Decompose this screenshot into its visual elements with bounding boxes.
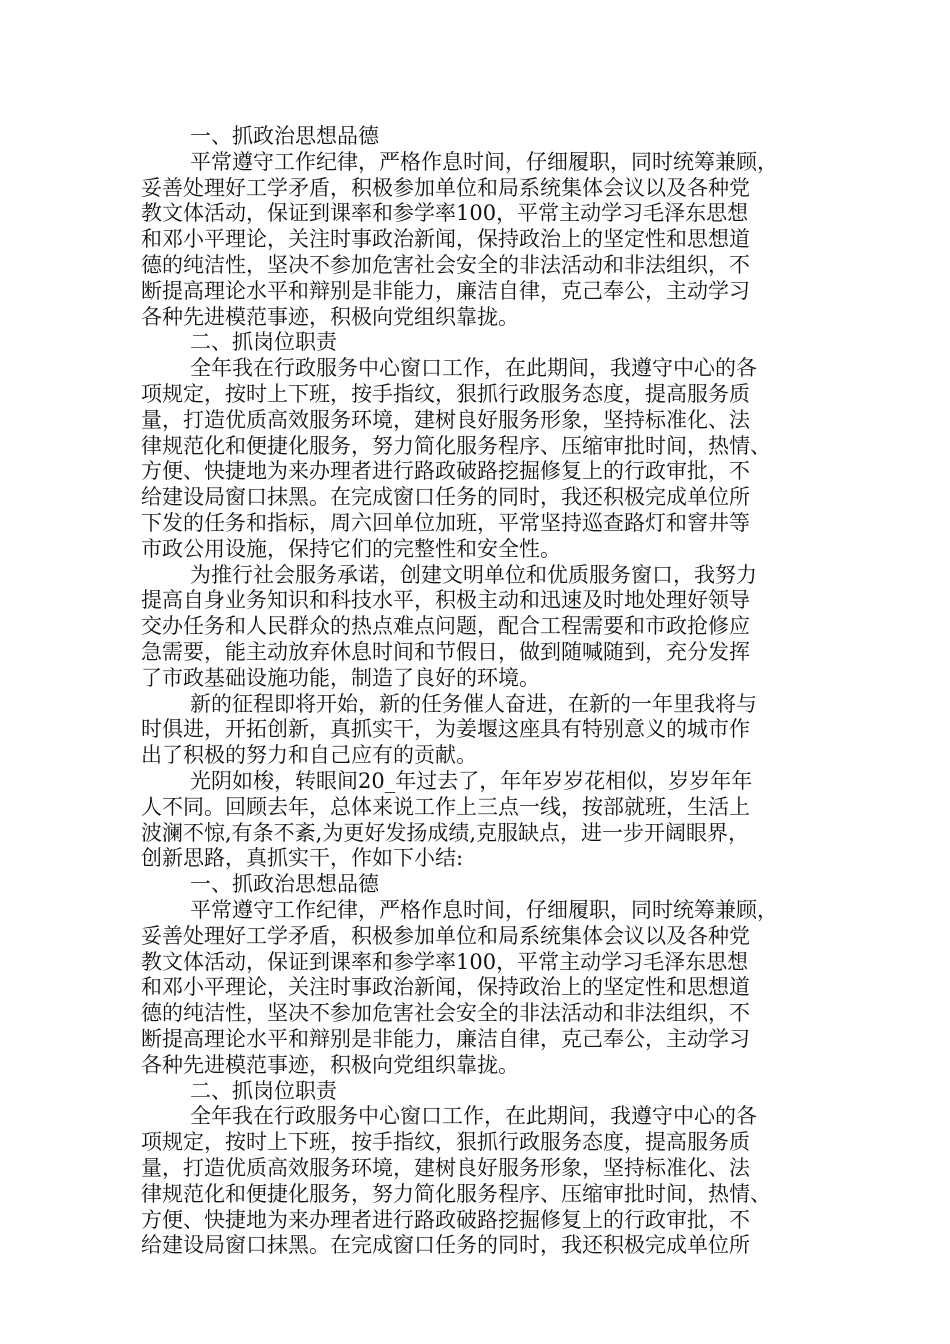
text-line: 人不同。回顾去年，总体来说工作上三点一线，按部就班，生活上: [141, 795, 750, 819]
text-line: 各种先进模范事迹，积极向党组织靠拢。: [141, 305, 519, 329]
text-line: 断提高理论水平和辩别是非能力，廉洁自律，克己奉公，主动学习: [141, 1027, 750, 1051]
text-line: 妥善处理好工学矛盾，积极参加单位和局系统集体会议以及各种党: [141, 176, 750, 200]
text-line: 各种先进模范事迹，积极向党组织靠拢。: [141, 1053, 519, 1077]
text-line: 时俱进，开拓创新，真抓实干，为姜堰这座具有特别意义的城市作: [141, 717, 750, 741]
text-line: 律规范化和便捷化服务，努力简化服务程序、压缩审批时间，热情、: [141, 434, 771, 458]
text-line: 了市政基础设施功能，制造了良好的环境。: [141, 666, 540, 690]
text-line: 和邓小平理论，关注时事政治新闻，保持政治上的坚定性和思想道: [141, 975, 750, 999]
text-line: 方便、快捷地为来办理者进行路政破路挖掘修复上的行政审批，不: [141, 1208, 750, 1232]
text-line: 创新思路，真抓实干，作如下小结:: [141, 846, 464, 870]
text-line: 提高自身业务知识和科技水平，积极主动和迅速及时地处理好领导: [141, 588, 750, 612]
text-line: 光阴如梭，转眼间20_年过去了，年年岁岁花相似，岁岁年年: [190, 769, 753, 793]
text-line: 平常遵守工作纪律，严格作息时间，仔细履职，同时统筹兼顾，: [190, 150, 778, 174]
text-line: 和邓小平理论，关注时事政治新闻，保持政治上的坚定性和思想道: [141, 227, 750, 251]
text-line: 二、抓岗位职责: [190, 330, 337, 354]
text-line: 量，打造优质高效服务环境，建树良好服务形象，坚持标准化、法: [141, 1156, 750, 1180]
text-line: 为推行社会服务承诺，创建文明单位和优质服务窗口，我努力: [190, 563, 757, 587]
text-line: 德的纯洁性，坚决不参加危害社会安全的非法活动和非法组织，不: [141, 1001, 750, 1025]
text-line: 给建设局窗口抹黑。在完成窗口任务的同时，我还积极完成单位所: [141, 485, 750, 509]
text-line: 给建设局窗口抹黑。在完成窗口任务的同时，我还积极完成单位所: [141, 1233, 750, 1257]
text-line: 出了积极的努力和自己应有的贡献。: [141, 743, 477, 767]
text-line: 量，打造优质高效服务环境，建树良好服务形象，坚持标准化、法: [141, 408, 750, 432]
text-line: 新的征程即将开始，新的任务催人奋进，在新的一年里我将与: [190, 692, 757, 716]
text-line: 教文体活动，保证到课率和参学率100，平常主动学习毛泽东思想: [141, 201, 749, 225]
text-line: 一、抓政治思想品德: [190, 124, 379, 148]
text-line: 下发的任务和指标，周六回单位加班，平常坚持巡查路灯和窨井等: [141, 511, 750, 535]
text-line: 二、抓岗位职责: [190, 1079, 337, 1103]
text-line: 急需要，能主动放弃休息时间和节假日，做到随喊随到，充分发挥: [141, 640, 750, 664]
text-line: 项规定，按时上下班，按手指纹，狠抓行政服务态度，提高服务质: [141, 1130, 750, 1154]
text-line: 平常遵守工作纪律，严格作息时间，仔细履职，同时统筹兼顾，: [190, 898, 778, 922]
text-line: 教文体活动，保证到课率和参学率100，平常主动学习毛泽东思想: [141, 950, 749, 974]
text-line: 全年我在行政服务中心窗口工作，在此期间，我遵守中心的各: [190, 356, 757, 380]
text-line: 妥善处理好工学矛盾，积极参加单位和局系统集体会议以及各种党: [141, 924, 750, 948]
text-line: 项规定，按时上下班，按手指纹，狠抓行政服务态度，提高服务质: [141, 382, 750, 406]
text-line: 方便、快捷地为来办理者进行路政破路挖掘修复上的行政审批，不: [141, 459, 750, 483]
text-line: 断提高理论水平和辩别是非能力，廉洁自律，克己奉公，主动学习: [141, 279, 750, 303]
text-line: 律规范化和便捷化服务，努力简化服务程序、压缩审批时间，热情、: [141, 1182, 771, 1206]
text-line: 交办任务和人民群众的热点难点问题，配合工程需要和市政抢修应: [141, 614, 750, 638]
text-line: 市政公用设施，保持它们的完整性和安全性。: [141, 537, 561, 561]
text-line: 一、抓政治思想品德: [190, 872, 379, 896]
document-body: [0, 124, 950, 1257]
text-line: 全年我在行政服务中心窗口工作，在此期间，我遵守中心的各: [190, 1104, 757, 1128]
text-line: 德的纯洁性，坚决不参加危害社会安全的非法活动和非法组织，不: [141, 253, 750, 277]
text-line: 波澜不惊,有条不紊,为更好发扬成绩,克服缺点，进一步开阔眼界，: [141, 821, 750, 845]
